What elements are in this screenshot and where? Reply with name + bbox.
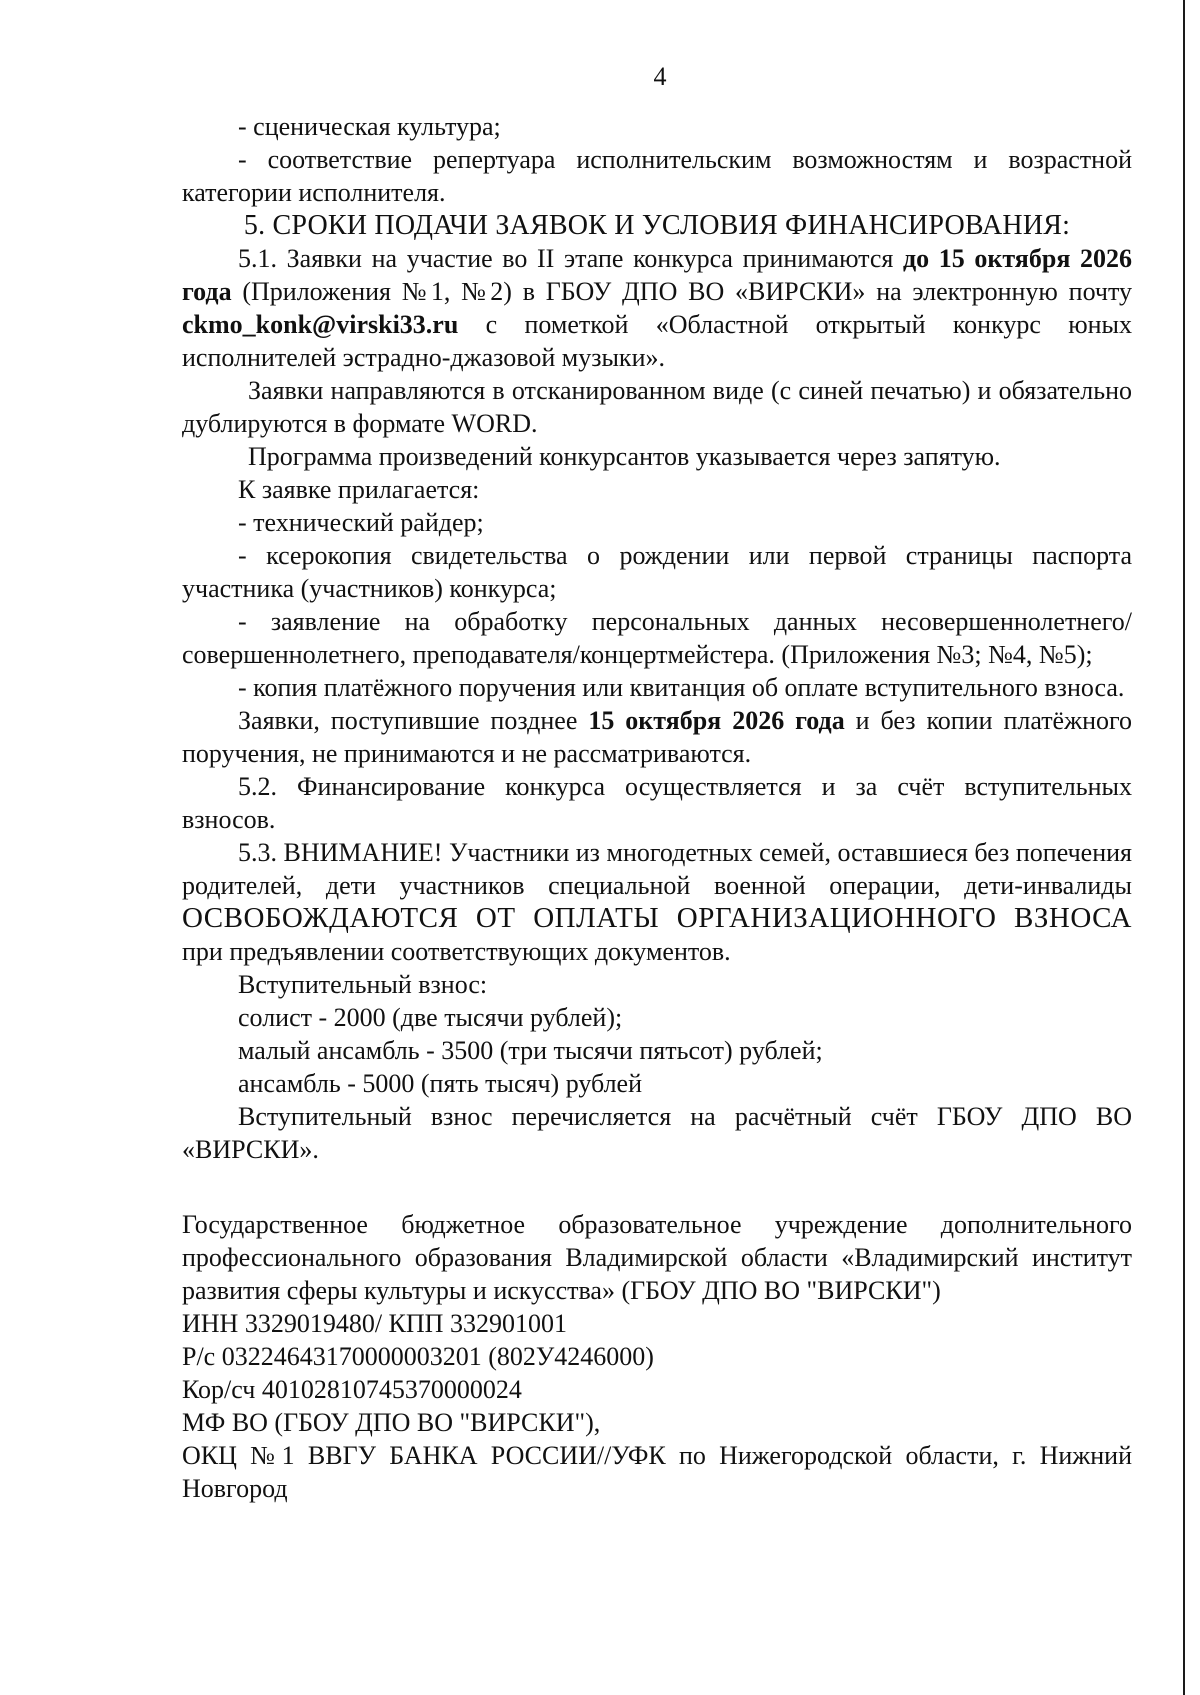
paragraph-5-2: 5.2. Финансирование конкурса осуществляется и за счёт вступительных взносов. — [182, 772, 1132, 834]
criterion-repertoire: - соответствие репертуара исполнительским возможностям и возрастной категории исполнителя. — [182, 145, 1132, 207]
bank-mf: МФ ВО (ГБОУ ДПО ВО "ВИРСКИ"), — [182, 1408, 601, 1437]
bank-okc: ОКЦ №1 ВВГУ БАНКА РОССИИ//УФК по Нижегородской области, г. Нижний Новгород — [182, 1441, 1132, 1503]
fee-title: Вступительный взнос: — [238, 970, 488, 999]
fee-ensemble: ансамбль - 5000 (пять тысяч) рублей — [238, 1069, 643, 1098]
deadline-date: до 15 октября 2026 года — [182, 244, 1133, 306]
page-number: 4 — [653, 62, 667, 91]
criterion-stage-culture: - сценическая культура; — [238, 112, 501, 141]
paragraph-5-1: 5.1. Заявки на участие во II этапе конкурса принимаются до 15 октября 2026 года (Приложения №1, №2) в ГБОУ ДПО ВО «ВИРСКИ» на электронную почту ckmo_konk@virski33.ru с пометкой «Областной открытый конкурс юных исполнителей эстрадно-джазовой музыки». — [182, 244, 1133, 372]
bank-settlement-account: Р/с 03224643170000003201 (802У4246000) — [182, 1342, 654, 1371]
bank-organization: Государственное бюджетное образовательное учреждение дополнительного профессионального образования Владимирской области «Владимирский институт развития сферы культуры и искусства» (ГБОУ ДПО ВО "ВИРСКИ") — [182, 1210, 1132, 1305]
attachment-birth-certificate: - ксерокопия свидетельства о рождении или первой страницы паспорта участника (участников) конкурса; — [182, 541, 1132, 603]
email-address: ckmo_konk@virski33.ru — [182, 310, 459, 339]
fee-small-ensemble: малый ансамбль - 3500 (три тысячи пятьсот) рублей; — [238, 1036, 823, 1065]
bank-correspondent-account: Кор/сч 40102810745370000024 — [182, 1375, 522, 1404]
fee-transfer-note: Вступительный взнос перечисляется на расчётный счёт ГБОУ ДПО ВО «ВИРСКИ». — [182, 1102, 1132, 1164]
document-body — [182, 110, 1132, 1505]
late-deadline-date: 15 октября 2026 года — [588, 706, 845, 735]
attachment-rider: - технический райдер; — [238, 508, 484, 537]
attachment-payment-copy: - копия платёжного поручения или квитанция об оплате вступительного взноса. — [238, 673, 1125, 702]
scan-note: Заявки направляются в отсканированном виде (с синей печатью) и обязательно дублируются в формате WORD. — [182, 376, 1132, 438]
section-5-title: 5. СРОКИ ПОДАЧИ ЗАЯВОК И УСЛОВИЯ ФИНАНСИРОВАНИЯ: — [243, 210, 1071, 241]
program-note: Программа произведений конкурсантов указывается через запятую. — [248, 442, 1001, 471]
bank-details — [182, 1208, 1132, 1505]
bank-inn: ИНН 3329019480/ КПП 332901001 — [182, 1309, 567, 1338]
attachments-title: К заявке прилагается: — [238, 475, 480, 504]
late-applications-note: Заявки, поступившие позднее 15 октября 2026 года и без копии платёжного поручения, не принимаются и не рассматриваются. — [182, 706, 1132, 768]
fee-exemption-caps: ОСВОБОЖДАЮТСЯ ОТ ОПЛАТЫ ОРГАНИЗАЦИОННОГО ВЗНОСА — [182, 902, 1132, 934]
fee-soloist: солист - 2000 (две тысячи рублей); — [238, 1003, 623, 1032]
attachment-personal-data: - заявление на обработку персональных данных несовершеннолетнего/совершеннолетнего, преподавателя/концертмейстера. (Приложения №3; №4, №5); — [182, 607, 1132, 669]
scan-edge-line — [1183, 0, 1185, 1695]
paragraph-5-3: 5.3. ВНИМАНИЕ! Участники из многодетных семей, оставшиеся без попечения родителей, дети участников специальной военной операции, дети-инвалиды ОСВОБОЖДАЮТСЯ ОТ ОПЛАТЫ ОРГАНИЗАЦИОННОГО ВЗНОСА при предъявлении соответствующих документов. — [182, 838, 1132, 966]
